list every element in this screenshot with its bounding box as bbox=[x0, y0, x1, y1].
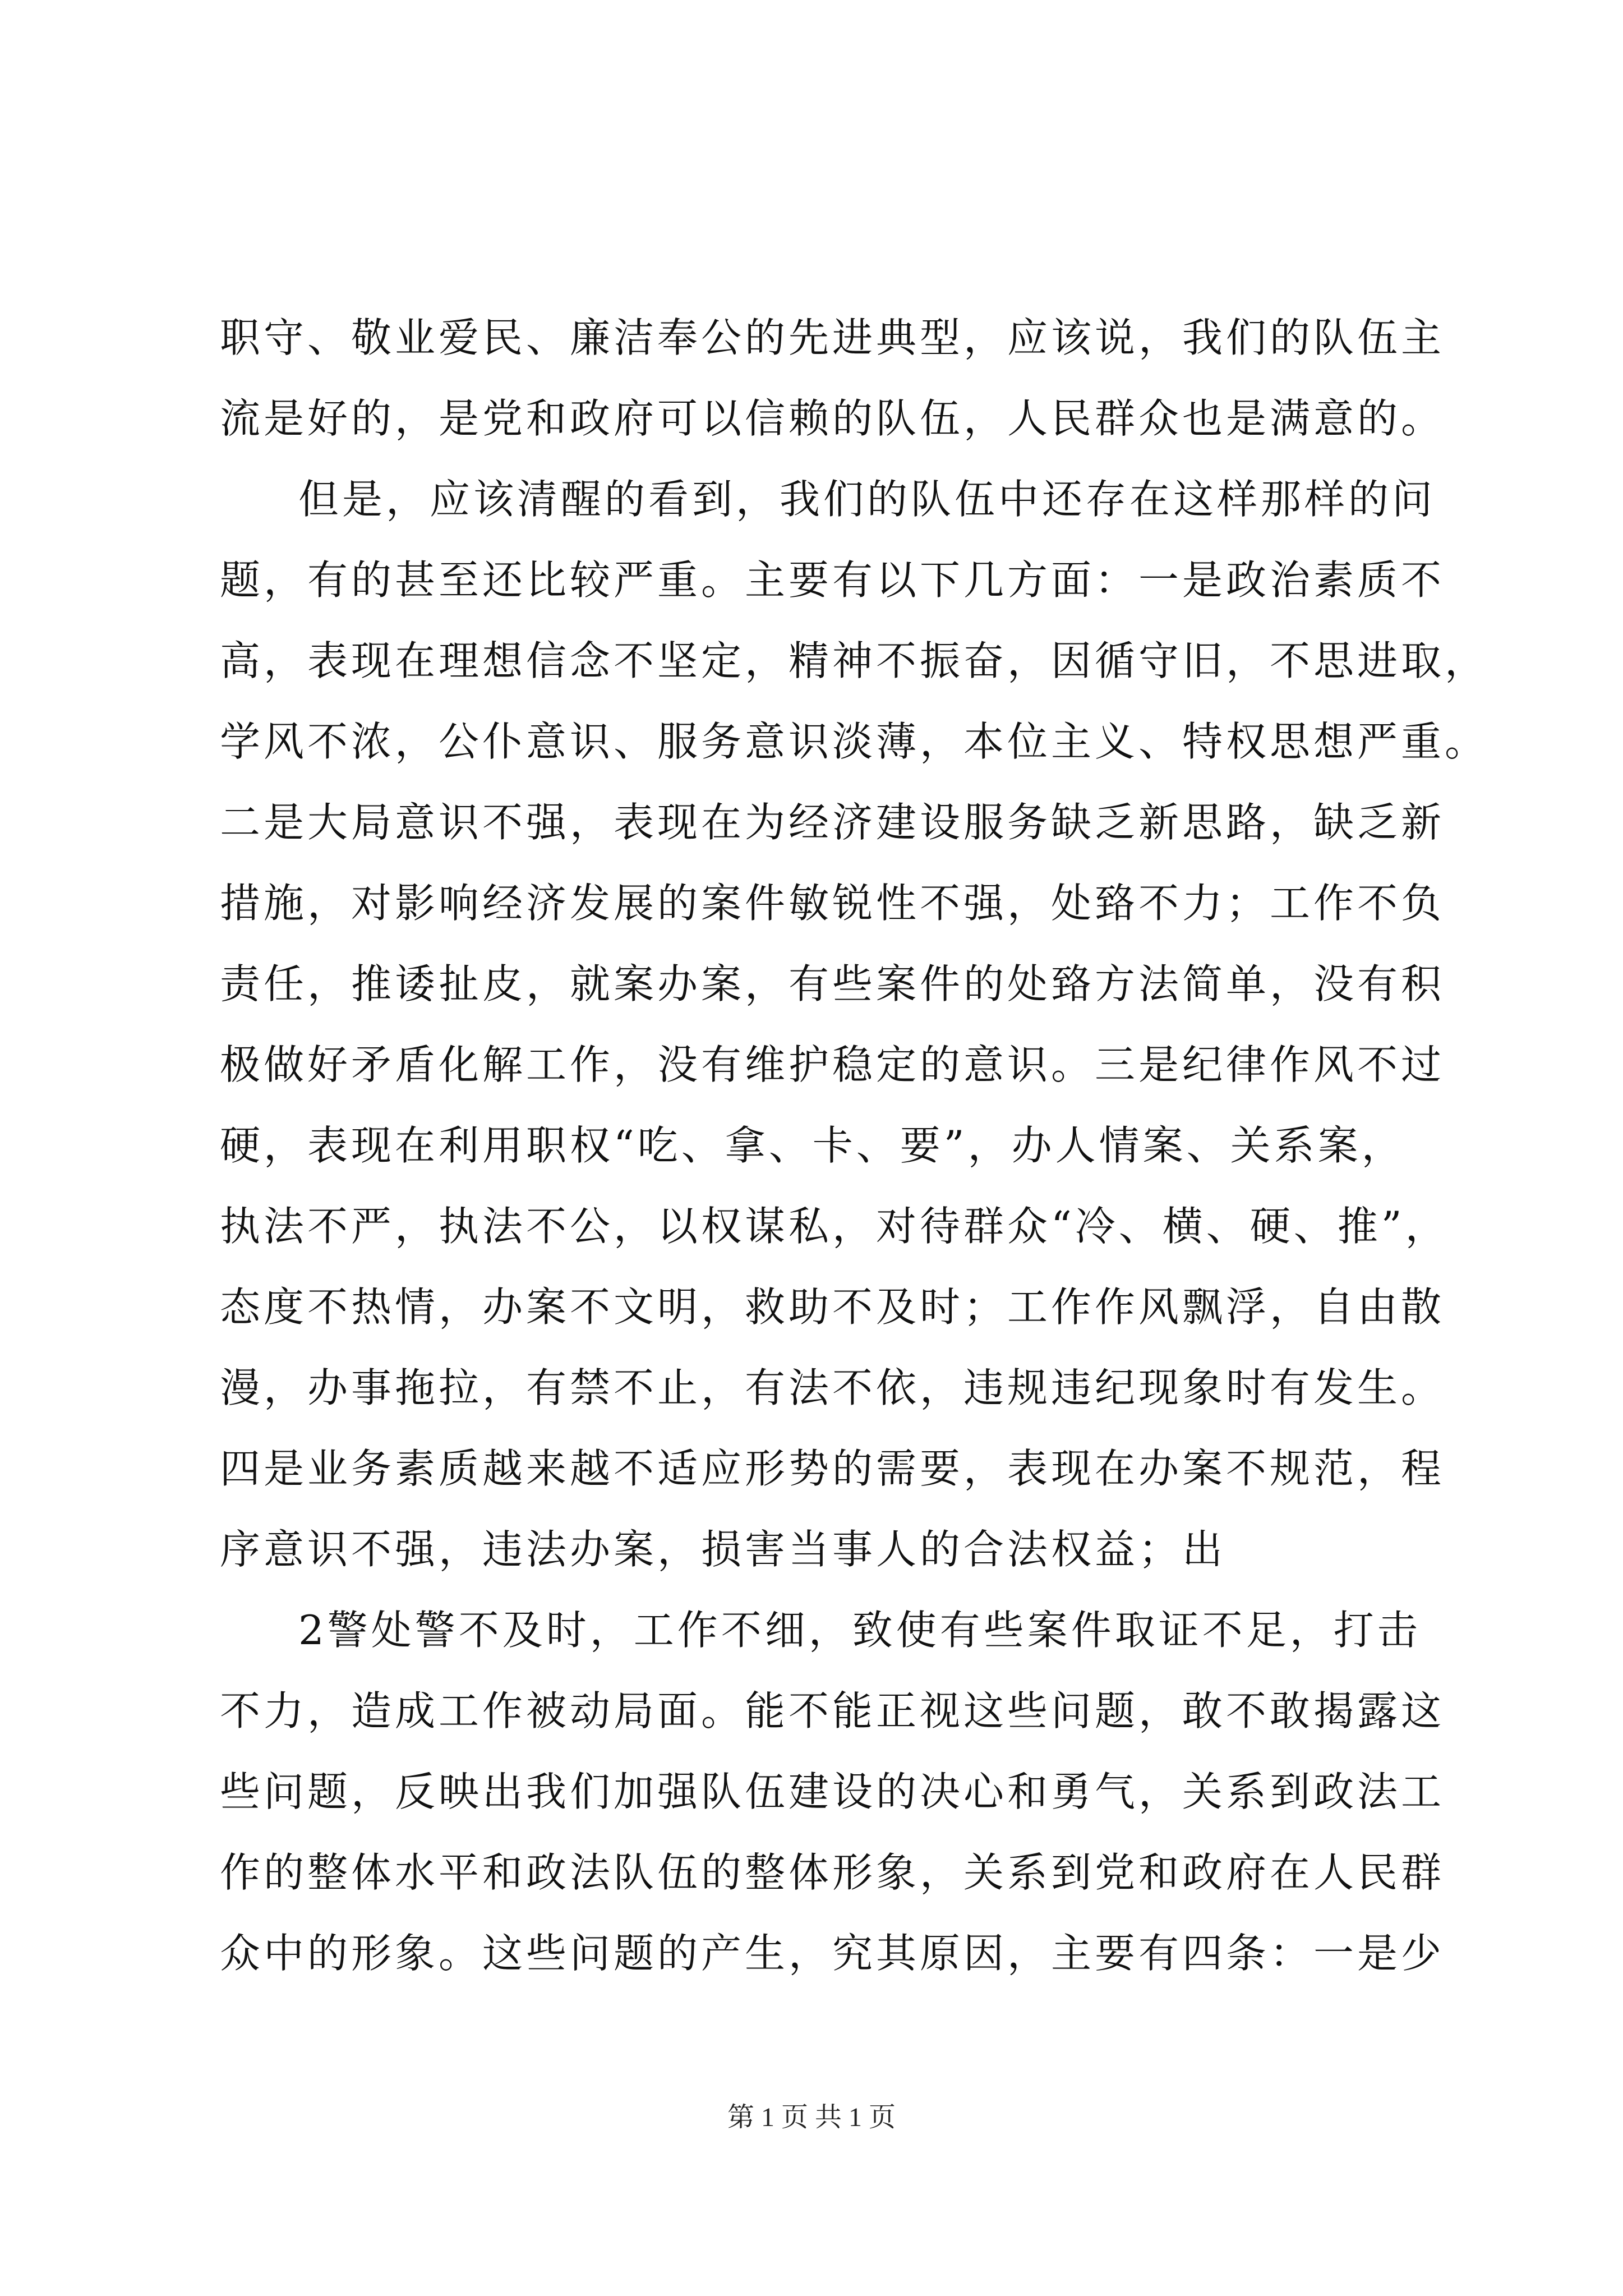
text-line: 二是大局意识不强，表现在为经济建设服务缺乏新思路，缺乏新 bbox=[220, 799, 1445, 846]
text-line: 职守、敬业爱民、廉洁奉公的先进典型，应该说，我们的队伍主 bbox=[220, 314, 1445, 361]
text-line: 漫，办事拖拉，有禁不止，有法不依，违规违纪现象时有发生。 bbox=[220, 1364, 1445, 1411]
text-line: 执法不严，执法不公，以权谋私，对待群众“冷、横、硬、推”， bbox=[220, 1203, 1449, 1250]
text-line: 作的整体水平和政法队伍的整体形象，关系到党和政府在人民群 bbox=[220, 1849, 1445, 1896]
body-text bbox=[220, 297, 1489, 1994]
text-line: 硬，表现在利用职权“吃、拿、卡、要”，办人情案、关系案， bbox=[220, 1122, 1405, 1169]
text-line: 2警处警不及时，工作不细，致使有些案件取证不足，打击 bbox=[298, 1607, 1421, 1654]
text-line: 题，有的甚至还比较严重。主要有以下几方面：一是政治素质不 bbox=[220, 556, 1445, 604]
text-line: 四是业务素质越来越不适应形势的需要，表现在办案不规范，程 bbox=[220, 1445, 1445, 1492]
text-line: 高，表现在理想信念不坚定，精神不振奋，因循守旧，不思进取， bbox=[220, 637, 1489, 684]
text-line: 序意识不强，违法办案，损害当事人的合法权益；出 bbox=[220, 1526, 1227, 1573]
text-line: 不力，造成工作被动局面。能不能正视这些问题，敢不敢揭露这 bbox=[220, 1687, 1445, 1734]
text-line: 些问题，反映出我们加强队伍建设的决心和勇气，关系到政法工 bbox=[220, 1768, 1445, 1815]
text-line: 责任，推诿扯皮，就案办案，有些案件的处臵方法简单，没有积 bbox=[220, 960, 1445, 1007]
text-line: 极做好矛盾化解工作，没有维护稳定的意识。三是纪律作风不过 bbox=[220, 1041, 1445, 1088]
text-line: 学风不浓，公仆意识、服务意识淡薄，本位主义、特权思想严重。 bbox=[220, 718, 1489, 765]
text-line: 措施，对影响经济发展的案件敏锐性不强，处臵不力；工作不负 bbox=[220, 880, 1445, 927]
text-line: 众中的形象。这些问题的产生，究其原因，主要有四条：一是少 bbox=[220, 1930, 1445, 1977]
text-line: 态度不热情，办案不文明，救助不及时；工作作风飘浮，自由散 bbox=[220, 1283, 1445, 1331]
page-footer: 第 1 页 共 1 页 bbox=[727, 2102, 896, 2132]
text-line: 但是，应该清醒的看到，我们的队伍中还存在这样那样的问 bbox=[298, 476, 1436, 523]
text-line: 流是好的，是党和政府可以信赖的队伍，人民群众也是满意的。 bbox=[220, 395, 1445, 442]
